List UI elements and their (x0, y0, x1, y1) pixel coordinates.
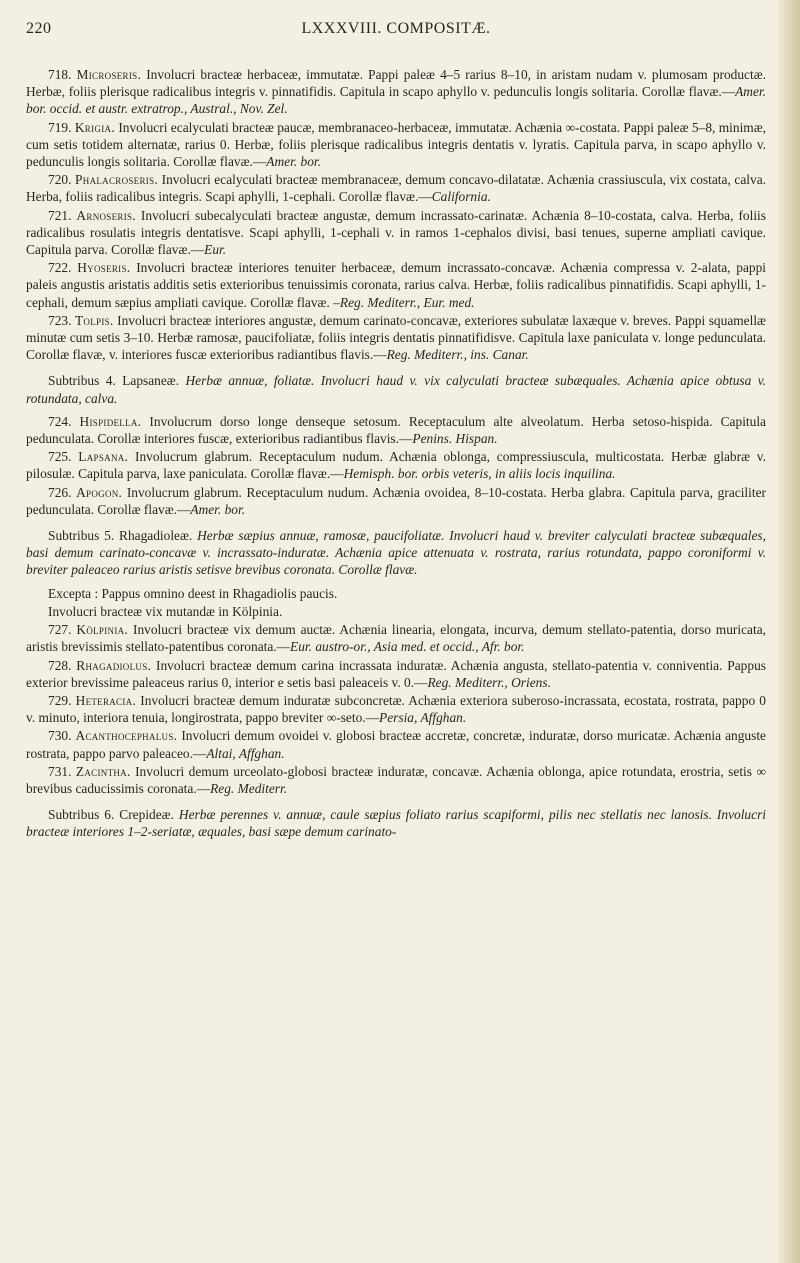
subtribus-5-diagnosis: Herbæ sæpius annuæ, ramosæ, paucifoliatæ. Involucri haud v. breviter calyculati bracteæ subæquales, basi demum carinato-concavæ v. incrassato-induratæ. Achænia apice attenuata v. rostrata, rarius rotundata, pappo coroniformi v. breviter paleaceo rarius aristis setisve brevibus coronata. Corollæ flavæ. (26, 528, 766, 578)
entry-number: 725. (48, 449, 72, 465)
entry-number: 718. (48, 67, 72, 82)
subtribus-4-lead: Subtribus 4. Lapsaneæ. (48, 373, 186, 389)
entry-number: 722. (48, 260, 72, 276)
entry-description: Involucri bracteæ interiores tenuiter herbaceæ, demum incrassato-concavæ. Achænia compressa v. 2-alata, pappi paleis angustis aristatis additis setis exterioribus tenuissimis coronata, rarius calva. Herbæ, foliis radicalibus pinnatifidis. Scapi aphylli, 1-cephali, demum sæpius ampliati cavique. Corollæ flavæ. – (26, 260, 766, 310)
entry-distribution: Amer. bor. occid. et austr. extratrop., Austral., Nov. Zel. (26, 84, 766, 117)
subtribus-4-diagnosis: Herbæ annuæ, foliatæ. Involucri haud v. vix calyculati bracteæ subæquales. Achænia apice obtusa v. rotundata, calva. (26, 373, 766, 406)
genus-name: Tolpis. (74, 312, 114, 328)
excepta-note: Excepta : Pappus omnino deest in Rhagadiolis paucis. (48, 585, 338, 601)
running-title: LXXXVIII. COMPOSITÆ. (301, 20, 491, 37)
entry-number: 721. (48, 207, 72, 223)
page-edge-shadow (778, 0, 800, 1263)
entry-distribution: Reg. Mediterr. (210, 780, 288, 796)
subtribus-6-lead: Subtribus 6. Crepideæ. (48, 807, 179, 823)
genus-name: Hispidella. (79, 413, 142, 429)
genus-entry (26, 692, 766, 726)
entry-distribution: Reg. Mediterr., Oriens. (427, 674, 551, 690)
entry-description: Involucri ecalyculati bracteæ paucæ, membranaceo-herbaceæ, immutatæ. Achænia ∞-costata. Pappi paleæ 5–8, minimæ, cum setis totidem alternatæ, rarius 0. Herbæ, foliis plerisque radicalibus integris dentatis v. lyratis. Capitula parva, in scapo aphyllo v. pedunculis longis solitaria. Corollæ flavæ.— (26, 119, 766, 170)
subtribus-5-lead: Subtribus 5. Rhagadioleæ. (48, 528, 198, 544)
entry-description: Involucrum glabrum. Receptaculum nudum. Achænia ovoidea, 8–10-costata. Herba glabra. Capitula parva, graciliter pedunculata. Corollæ flavæ.— (26, 484, 766, 517)
genus-entry (26, 66, 766, 118)
entry-number: 730. (48, 728, 72, 744)
genus-name: Hyoseris. (77, 260, 131, 276)
subtribus-4 (26, 372, 766, 406)
genus-entries-group-3 (26, 621, 766, 797)
subtribus-6-diagnosis: Herbæ perennes v. annuæ, caule sæpius foliato rarius scapiformi, pilis nec stellatis nec lanosis. Involucri bracteæ interiores 1–2-seriatæ, æquales, basi sæpe demum carinato- (26, 807, 766, 840)
entry-distribution: Amer. bor. (190, 501, 246, 517)
entry-description: Involucri subecalyculati bracteæ angustæ, demum incrassato-carinatæ. Achænia 8–10-costata, calva. Herba, foliis radicalibus rosulatis integris dentatisve. Scapi aphylli, 1-cephali v. in ramos 1-cephalos divisi, basi tenues, superne ampliati cavique. Capitula parva. Corollæ flavæ.— (26, 207, 766, 258)
entry-number: 724. (48, 413, 72, 429)
genus-name: Acanthocephalus. (75, 728, 178, 744)
entry-description: Involucri bracteæ vix demum auctæ. Achænia linearia, elongata, incurva, demum stellato-patentia, dorso muricata, aristis brevissimis stellato-patentibus coronata.— (26, 622, 766, 655)
genus-entry (26, 657, 766, 691)
entry-distribution: Hemisph. bor. orbis veteris, in aliis locis inquilina. (343, 466, 616, 482)
subtribus-5 (26, 527, 766, 579)
genus-name: Arnoseris. (76, 207, 136, 223)
genus-entry (26, 727, 766, 761)
genus-name: Rhagadiolus. (76, 657, 152, 673)
entry-description: Involucri demum ovoidei v. globosi bracteæ accretæ, concretæ, induratæ, dorso muricatæ. Achænia anguste rostrata, pappo parvo paleaceo.— (26, 728, 766, 761)
page-number: 220 (26, 20, 52, 37)
entry-number: 729. (48, 692, 72, 708)
entry-distribution: Persia, Affghan. (379, 710, 467, 726)
entry-distribution: Reg. Mediterr., Eur. med. (339, 294, 475, 310)
genus-entry (26, 448, 766, 482)
entry-distribution: Altai, Affghan. (206, 745, 285, 761)
genus-name: Krigia. (74, 119, 115, 135)
genus-entry (26, 171, 766, 205)
entry-description: Involucri bracteæ demum carina incrassata induratæ. Achænia angusta, stellato-patentia v. conniventia. Pappus exterior brevissime paleaceus rarius 0, interior e setis basi paleaceis v. 0.— (26, 657, 766, 690)
page-body (26, 66, 766, 841)
entry-distribution: California. (431, 189, 491, 205)
entry-description: Involucri bracteæ demum induratæ subconcretæ. Achænia exteriora suberoso-incrassata, ecostata, rostrata, pappo 0 v. minuto, interiora tenuia, longirostrata, pappo breviter ∞-seto.— (26, 692, 766, 726)
entry-description: Involucri bracteæ herbaceæ, immutatæ. Pappi paleæ 4–5 rarius 8–10, in aristam nudam v. plumosam productæ. Herbæ, foliis plerisque radicalibus integris v. pinnatifidis. Capitula in scapo aphyllo v. pedunculis longis solitaria. Corollæ flavæ.— (26, 67, 766, 100)
genus-name: Zacintha. (75, 763, 131, 779)
subtribus-6 (26, 806, 766, 840)
entry-description: Involucri demum urceolato-globosi bracteæ induratæ, concavæ. Achænia oblonga, apice rotundata, erostria, setis ∞ brevibus caducissimis coronata.— (26, 763, 766, 796)
genus-entry (26, 413, 766, 447)
entry-distribution: Amer. bor. (266, 154, 321, 170)
page-header (26, 20, 766, 50)
entry-number: 726. (48, 484, 72, 500)
genus-entries-group-1 (26, 66, 766, 363)
entry-number: 728. (48, 657, 72, 673)
entry-description: Involucrum dorso longe denseque setosum. Receptaculum alte alveolatum. Herba setoso-hispida. Capitula pedunculata. Corollæ interiores fuscæ, exterioribus radiantibus flavis.— (26, 413, 766, 447)
entry-number: 719. (48, 119, 72, 135)
entry-description: Involucrum glabrum. Receptaculum nudum. Achænia oblonga, compressiuscula, multicostata. Herbæ glabræ v. pilosulæ. Capitula parva, laxe paniculata. Corollæ flavæ.— (26, 449, 766, 482)
entry-number: 731. (48, 763, 72, 779)
genus-entry (26, 312, 766, 364)
excepta-note-2: Involucri bracteæ vix mutandæ in Kölpinia. (48, 603, 283, 619)
genus-entries-group-2 (26, 413, 766, 518)
genus-name: Microseris. (76, 67, 142, 82)
genus-name: Lapsana. (78, 449, 129, 465)
genus-name: Apogon. (76, 484, 123, 500)
genus-entry (26, 763, 766, 797)
entry-distribution: Eur. austro-or., Asia med. et occid., Afr. bor. (290, 639, 525, 655)
genus-entry (26, 259, 766, 311)
entry-distribution: Reg. Mediterr., ins. Canar. (386, 347, 529, 363)
entry-distribution: Eur. (204, 242, 227, 258)
entry-distribution: Penins. Hispan. (412, 431, 498, 447)
genus-entry (26, 119, 766, 171)
entry-number: 723. (48, 312, 72, 328)
genus-name: Phalacroseris. (75, 172, 159, 188)
genus-entry (26, 207, 766, 259)
genus-entry (26, 484, 766, 518)
genus-name: Kölpinia. (76, 622, 129, 638)
genus-entry (26, 621, 766, 655)
entry-description: Involucri ecalyculati bracteæ membranaceæ, demum concavo-dilatatæ. Achænia crassiuscula, vix costata, calva. Herba, foliis radicalibus integris. Scapi aphylli, 1-cephali. Corollæ flavæ.— (26, 172, 766, 205)
entry-number: 720. (48, 172, 72, 188)
entry-number: 727. (48, 622, 72, 638)
entry-description: Involucri bracteæ interiores angustæ, demum carinato-concavæ, exteriores subulatæ laxæque v. breves. Pappi squamellæ minutæ cum setis 3–10. Herbæ ramosæ, paucifoliatæ, foliis integris dentatis pinnatifidisve. Capitula laxe paniculata v. longe pedunculata. Corollæ flavæ, v. interiores fuscæ exterioribus radiantibus flavis.— (26, 312, 766, 363)
genus-name: Heteracia. (75, 692, 137, 708)
